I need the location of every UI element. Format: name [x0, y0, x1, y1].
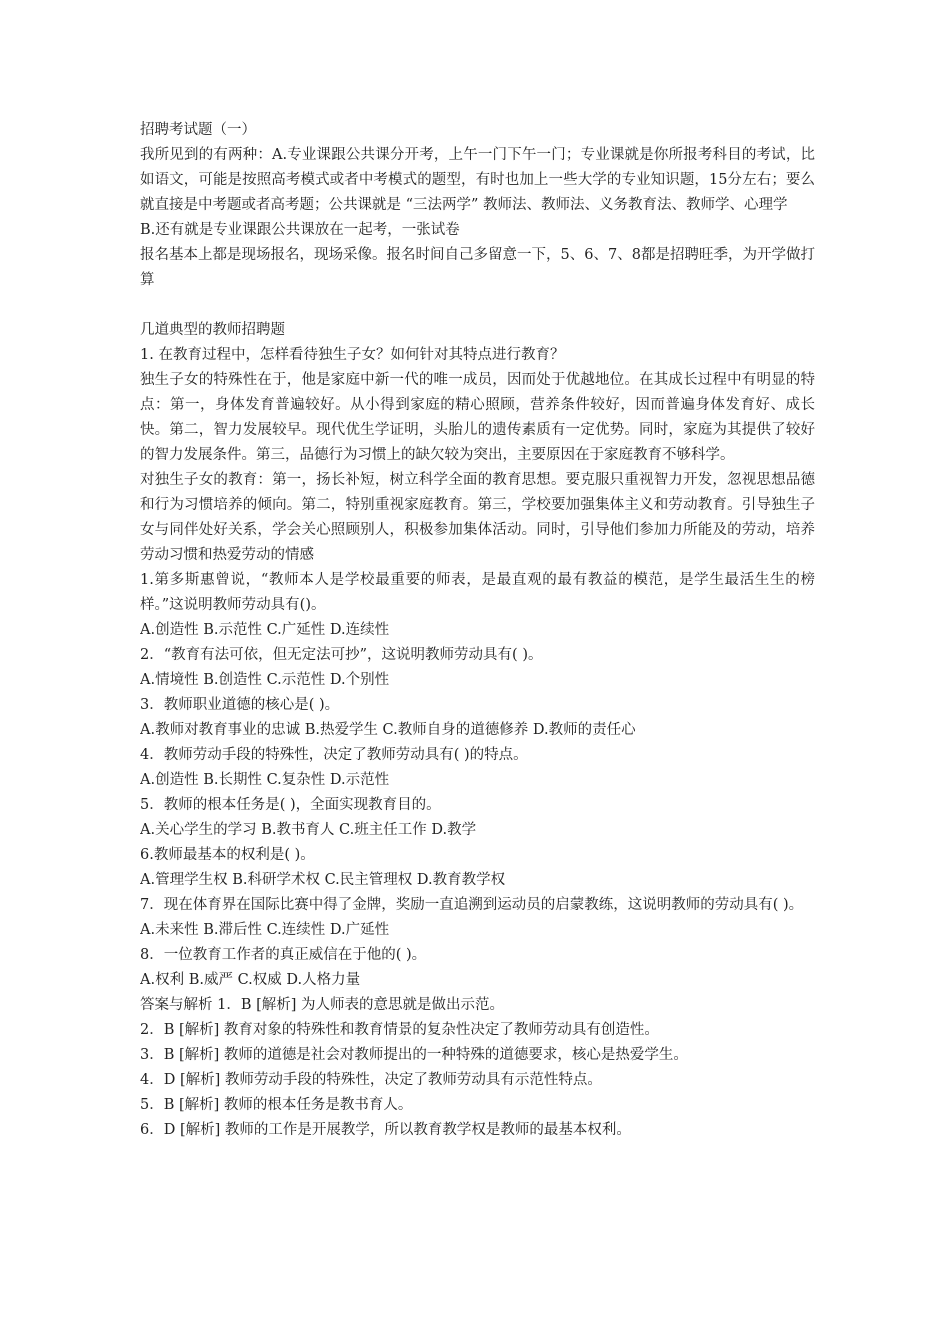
quiz-options: A.创造性 B.长期性 C.复杂性 D.示范性 — [140, 772, 390, 788]
question-heading: 1. 在教育过程中，怎样看待独生子女？如何针对其特点进行教育？ — [140, 347, 565, 363]
answer-line: 5．B [解析] 教师的根本任务是教书育人。 — [140, 1097, 413, 1113]
answer-line: 6．D [解析] 教师的工作是开展教学，所以教育教学权是教师的最基本权利。 — [140, 1122, 631, 1138]
exam-format-paragraph: 我所见到的有两种：A.专业课跟公共课分开考，上午一门下午一门；专业课就是你所报考科目的考试，比如语文，可能是按照高考模式或者中考模式的题型，有时也加上一些大学的专业知识题，15分左右；要么就直接是中考题或者高考题；公共课就是 “三法两学” 教师法、教师法、义务教育法、教师学、心理学 — [140, 147, 815, 213]
registration-paragraph: 报名基本上都是现场报名，现场采像。报名时间自己多留意一下，5、6、7、8都是招聘旺季，为开学做打算 — [140, 247, 815, 288]
quiz-options: A.管理学生权 B.科研学术权 C.民主管理权 D.教育教学权 — [140, 872, 506, 888]
quiz-question: 6.教师最基本的权利是( )。 — [140, 847, 315, 863]
quiz-question: 5．教师的根本任务是( )，全面实现教育目的。 — [140, 797, 441, 813]
quiz-options: A.权利 B.威严 C.权威 D.人格力量 — [140, 972, 361, 988]
answer-paragraph: 独生子女的特殊性在于，他是家庭中新一代的唯一成员，因而处于优越地位。在其成长过程中有明显的特点：第一，身体发育普遍较好。从小得到家庭的精心照顾，营养条件较好，因而普遍身体发育好、成长快。第二，智力发展较早。现代优生学证明，头胎儿的遗传素质有一定优势。同时，家庭为其提供了较好的智力发展条件。第三，品德行为习惯上的缺欠较为突出，主要原因在于家庭教育不够科学。 — [140, 372, 815, 463]
answer-line: 2．B [解析] 教育对象的特殊性和教育情景的复杂性决定了教师劳动具有创造性。 — [140, 1022, 659, 1038]
answer-line: 答案与解析 1．B [解析] 为人师表的意思就是做出示范。 — [140, 997, 505, 1013]
exam-format-option-b: B.还有就是专业课跟公共课放在一起考，一张试卷 — [140, 222, 460, 238]
section-title: 几道典型的教师招聘题 — [140, 322, 285, 338]
document-page — [140, 118, 815, 1143]
quiz-options: A.情境性 B.创造性 C.示范性 D.个别性 — [140, 672, 390, 688]
quiz-question: 7．现在体育界在国际比赛中得了金牌，奖励一直追溯到运动员的启蒙教练，这说明教师的劳动具有( )。 — [140, 897, 804, 913]
quiz-question: 2．“教育有法可依，但无定法可抄”，这说明教师劳动具有( )。 — [140, 647, 543, 663]
quiz-question: 8．一位教育工作者的真正威信在于他的( )。 — [140, 947, 427, 963]
spacer — [140, 293, 815, 318]
section-title: 招聘考试题（一） — [140, 122, 256, 138]
quiz-options: A.未来性 B.滞后性 C.连续性 D.广延性 — [140, 922, 390, 938]
answer-line: 3．B [解析] 教师的道德是社会对教师提出的一种特殊的道德要求，核心是热爱学生。 — [140, 1047, 688, 1063]
quiz-options: A.创造性 B.示范性 C.广延性 D.连续性 — [140, 622, 390, 638]
quiz-options: A.教师对教育事业的忠诚 B.热爱学生 C.教师自身的道德修养 D.教师的责任心 — [140, 722, 636, 738]
quiz-question: 3．教师职业道德的核心是( )。 — [140, 697, 340, 713]
answer-line: 4．D [解析] 教师劳动手段的特殊性，决定了教师劳动具有示范性特点。 — [140, 1072, 602, 1088]
quiz-options: A.关心学生的学习 B.教书育人 C.班主任工作 D.教学 — [140, 822, 477, 838]
quiz-question: 4．教师劳动手段的特殊性，决定了教师劳动具有( )的特点。 — [140, 747, 528, 763]
answer-paragraph: 对独生子女的教育：第一，扬长补短，树立科学全面的教育思想。要克服只重视智力开发，忽视思想品德和行为习惯培养的倾向。第二，特别重视家庭教育。第三，学校要加强集体主义和劳动教育。引导独生子女与同伴处好关系，学会关心照顾别人，积极参加集体活动。同时，引导他们参加力所能及的劳动，培养劳动习惯和热爱劳动的情感 — [140, 472, 815, 563]
quiz-question: 1.第多斯惠曾说，“教师本人是学校最重要的师表，是最直观的最有教益的模范，是学生最活生生的榜样。”这说明教师劳动具有()。 — [140, 572, 815, 613]
